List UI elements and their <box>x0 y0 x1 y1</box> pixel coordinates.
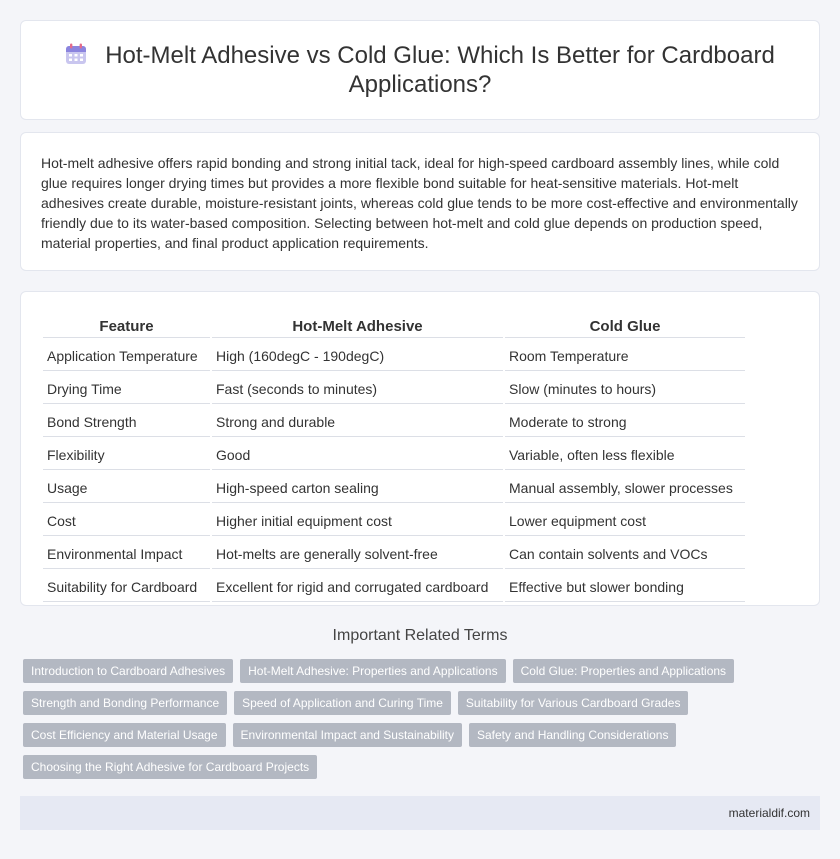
comparison-table <box>41 312 747 604</box>
related-term-tag[interactable]: Introduction to Cardboard Adhesives <box>23 659 233 683</box>
related-term-tag[interactable]: Safety and Handling Considerations <box>469 723 676 747</box>
table-cell: High (160degC - 190degC) <box>212 340 503 371</box>
table-row <box>43 538 745 569</box>
table-cell: Variable, often less flexible <box>505 439 745 470</box>
table-row <box>43 472 745 503</box>
related-term-tag[interactable]: Cost Efficiency and Material Usage <box>23 723 226 747</box>
table-cell: Good <box>212 439 503 470</box>
table-cell: Flexibility <box>43 439 210 470</box>
table-cell: Environmental Impact <box>43 538 210 569</box>
table-cell: Drying Time <box>43 373 210 404</box>
related-terms-list <box>23 659 820 779</box>
table-cell: Application Temperature <box>43 340 210 371</box>
related-term-tag[interactable]: Choosing the Right Adhesive for Cardboard Projects <box>23 755 317 779</box>
table-cell: Can contain solvents and VOCs <box>505 538 745 569</box>
table-cell: Usage <box>43 472 210 503</box>
related-term-tag[interactable]: Strength and Bonding Performance <box>23 691 227 715</box>
related-term-tag[interactable]: Cold Glue: Properties and Applications <box>513 659 734 683</box>
table-row <box>43 439 745 470</box>
title-card <box>20 20 820 120</box>
page-title: Hot-Melt Adhesive vs Cold Glue: Which Is Better for Cardboard Applications? <box>105 42 775 98</box>
related-term-tag[interactable]: Environmental Impact and Sustainability <box>233 723 462 747</box>
table-cell: Higher initial equipment cost <box>212 505 503 536</box>
table-row <box>43 373 745 404</box>
table-cell: Strong and durable <box>212 406 503 437</box>
table-cell: Cost <box>43 505 210 536</box>
comparison-table-card <box>20 291 820 606</box>
table-cell: Bond Strength <box>43 406 210 437</box>
table-cell: Room Temperature <box>505 340 745 371</box>
table-cell: Manual assembly, slower processes <box>505 472 745 503</box>
summary-card <box>20 132 820 271</box>
related-term-tag[interactable]: Hot-Melt Adhesive: Properties and Applications <box>240 659 505 683</box>
footer-site-link[interactable]: materialdif.com <box>728 806 810 820</box>
table-cell: Lower equipment cost <box>505 505 745 536</box>
footer <box>20 796 820 830</box>
table-header-row <box>43 314 745 338</box>
table-cell: Hot-melts are generally solvent-free <box>212 538 503 569</box>
table-cell: Effective but slower bonding <box>505 571 745 602</box>
table-row <box>43 406 745 437</box>
table-row <box>43 340 745 371</box>
table-cell: Suitability for Cardboard <box>43 571 210 602</box>
table-row <box>43 571 745 602</box>
related-term-tag[interactable]: Speed of Application and Curing Time <box>234 691 451 715</box>
table-cell: Slow (minutes to hours) <box>505 373 745 404</box>
table-cell: Moderate to strong <box>505 406 745 437</box>
table-row <box>43 505 745 536</box>
column-header-feature: Feature <box>43 314 210 338</box>
related-terms-heading: Important Related Terms <box>332 627 508 644</box>
table-cell: Excellent for rigid and corrugated cardboard <box>212 571 503 602</box>
table-cell: High-speed carton sealing <box>212 472 503 503</box>
page-title-wrap <box>61 41 779 99</box>
column-header-cold-glue: Cold Glue <box>505 314 745 338</box>
calendar-icon <box>65 43 87 65</box>
related-term-tag[interactable]: Suitability for Various Cardboard Grades <box>458 691 689 715</box>
table-cell: Fast (seconds to minutes) <box>212 373 503 404</box>
summary-text: Hot-melt adhesive offers rapid bonding and strong initial tack, ideal for high-speed cardboard assembly lines, while cold glue requires longer drying times but provides a more flexible bond suitable for heat-sensitive materials. Hot-melt adhesives create durable, moisture-resistant joints, whereas cold glue tends to be more cost-effective and environmentally friendly due to its water-based composition. Selecting between hot-melt and cold glue depends on production speed, material properties, and final product application requirements. <box>41 155 798 251</box>
column-header-hot-melt: Hot-Melt Adhesive <box>212 314 503 338</box>
